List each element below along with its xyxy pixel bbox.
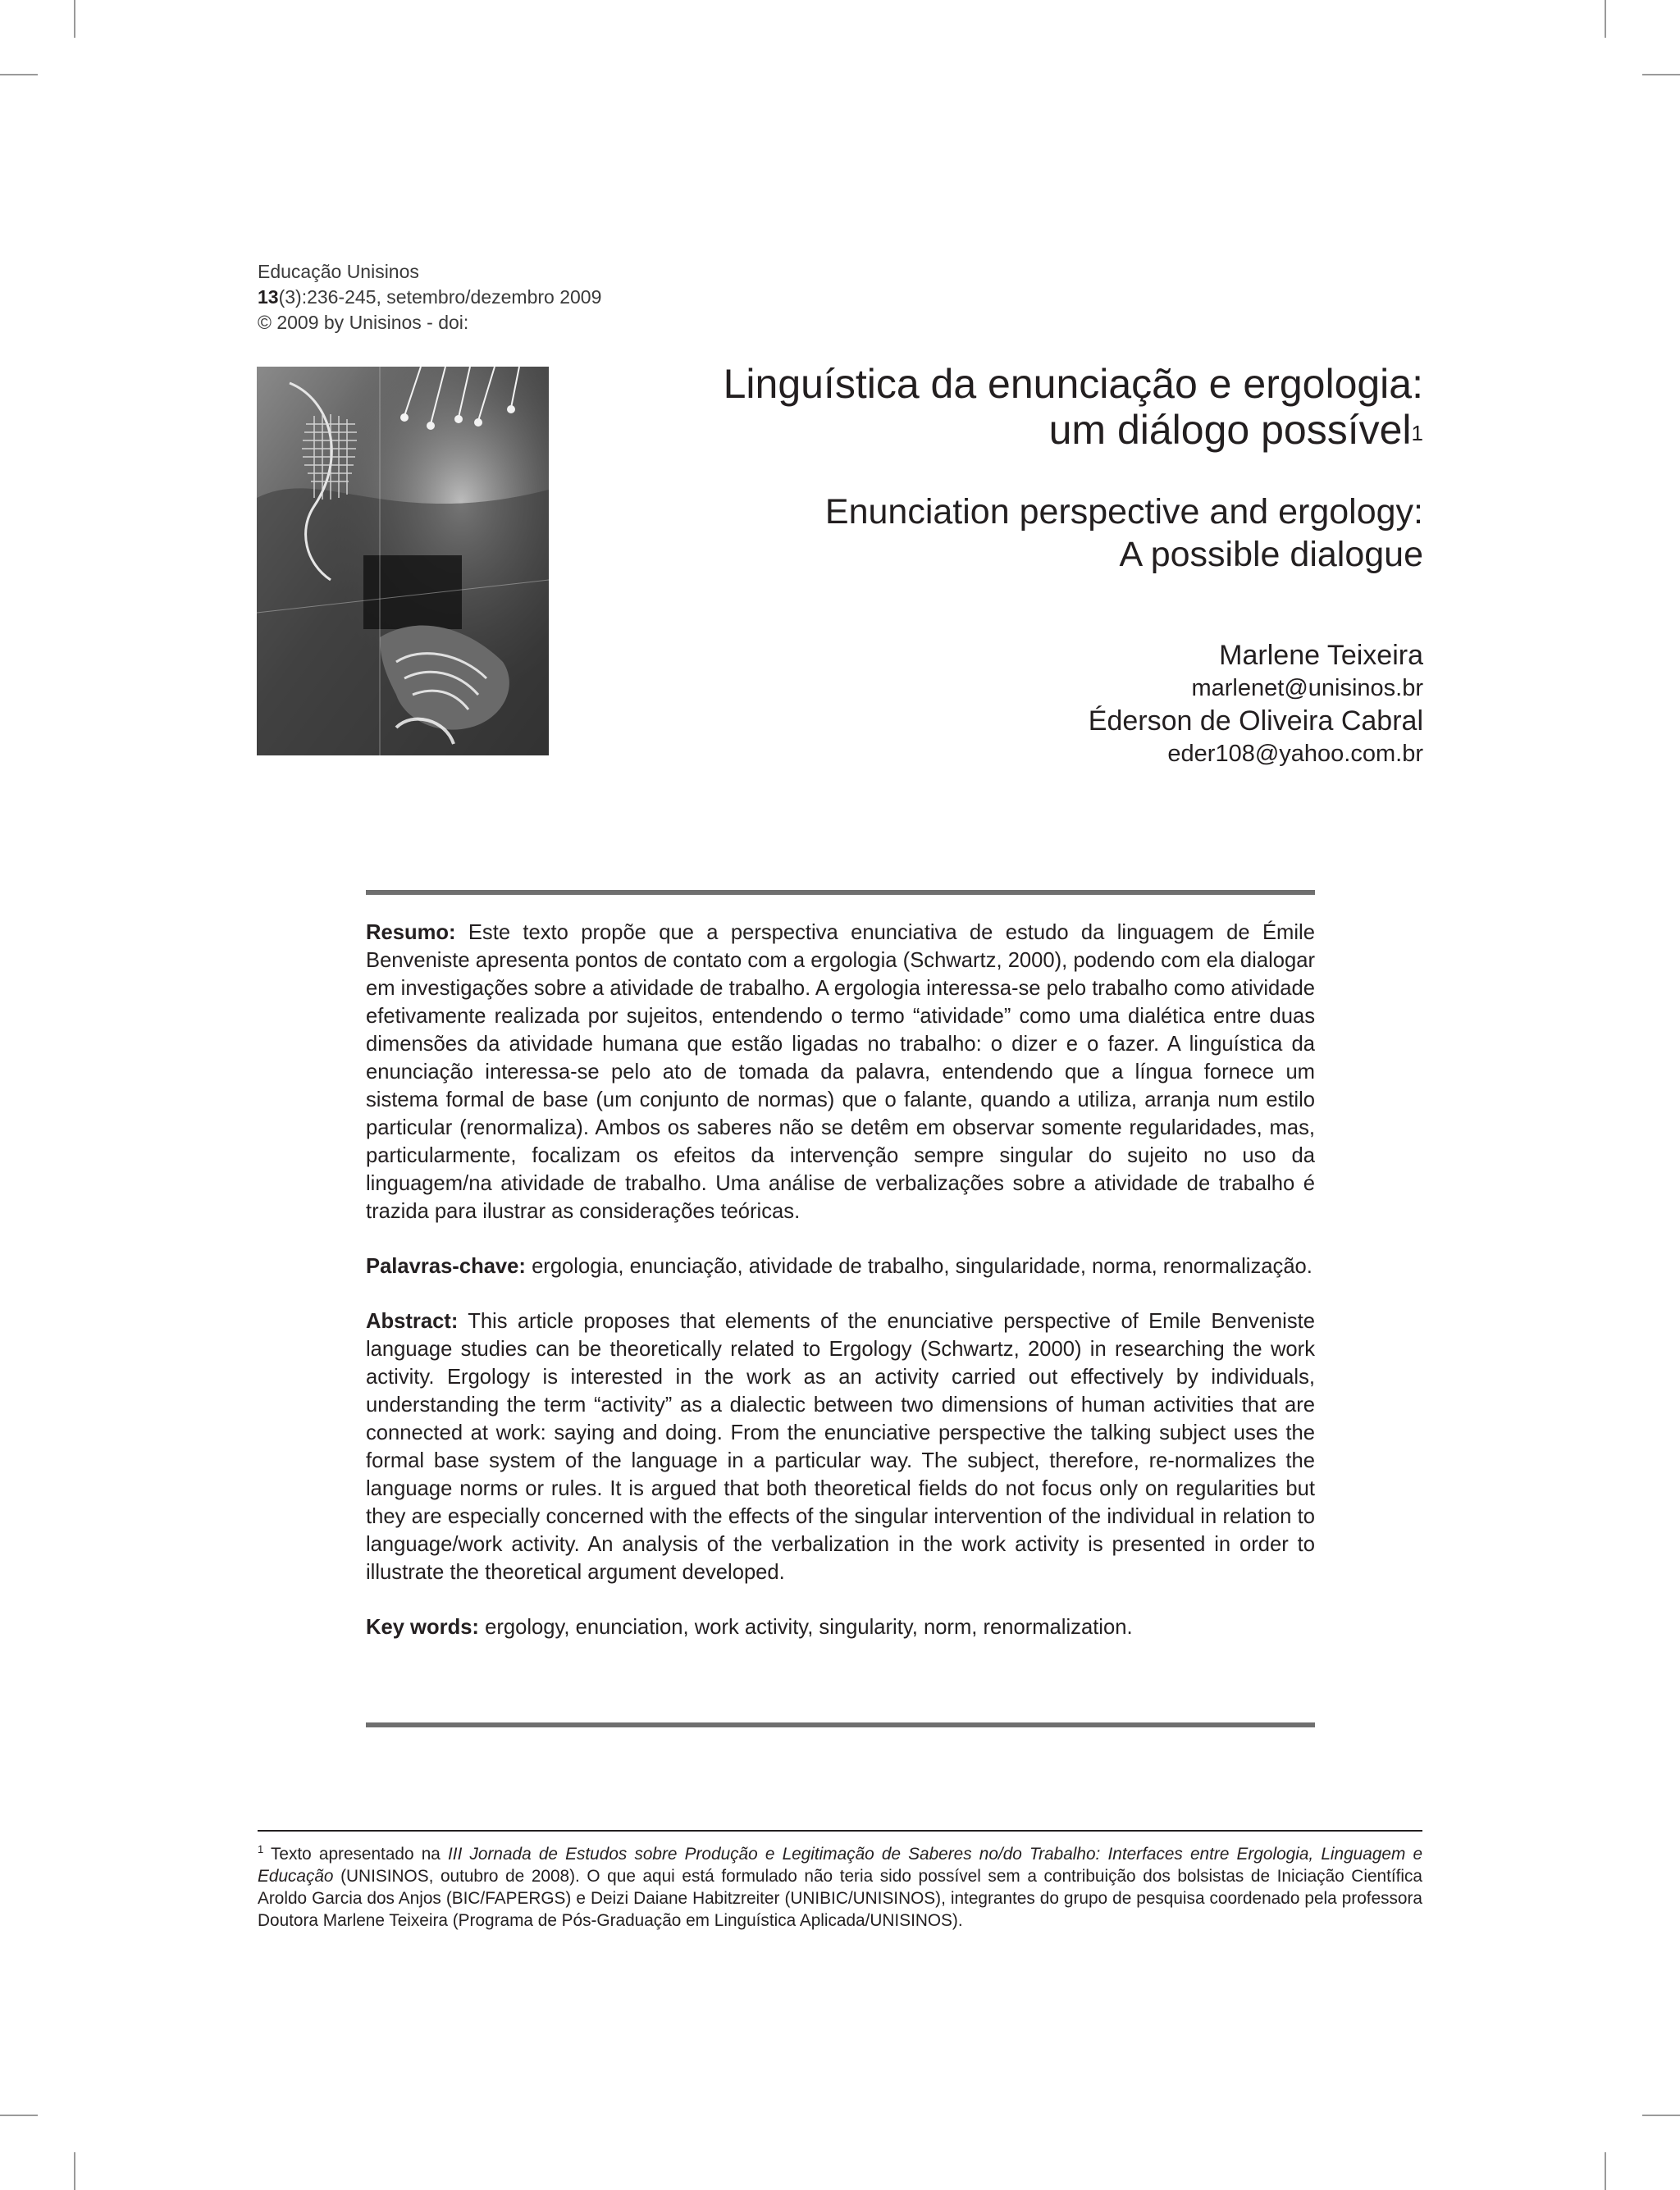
- palavras-chave-label: Palavras-chave:: [366, 1255, 526, 1278]
- title-pt-line2: [521, 407, 1423, 453]
- crop-mark-top-right-h: [1642, 74, 1680, 75]
- crop-mark-top-left-h: [0, 74, 38, 75]
- crop-mark-bottom-right: [1605, 2152, 1606, 2190]
- author-email[interactable]: eder108@yahoo.com.br: [1167, 741, 1423, 767]
- journal-copyright: © 2009 by Unisinos - doi:: [258, 312, 469, 333]
- title-english: [521, 490, 1423, 576]
- crop-mark-bottom-left: [74, 2152, 75, 2190]
- author-name: Éderson de Oliveira Cabral: [1088, 705, 1423, 737]
- crop-mark-bottom-right-h: [1642, 2115, 1680, 2116]
- title-pt-line2-text: um diálogo possível: [1048, 407, 1412, 453]
- abstract-paragraph: [366, 1307, 1315, 1586]
- author-name: Marlene Teixeira: [1219, 640, 1423, 671]
- palavras-chave-text: ergologia, enunciação, atividade de trabalho, singularidade, norma, renormalização.: [532, 1255, 1312, 1278]
- title-en-line1: Enunciation perspective and ergology:: [824, 492, 1423, 532]
- abstract-bottom-rule: [366, 1722, 1315, 1727]
- title-pt-line1: Linguística da enunciação e ergologia:: [723, 361, 1423, 407]
- abstract-block: [366, 919, 1315, 1668]
- key-words-paragraph: [366, 1613, 1315, 1641]
- footnote-rule: [258, 1830, 1422, 1832]
- author-email[interactable]: marlenet@unisinos.br: [1191, 675, 1423, 701]
- footnote-rest: (UNISINOS, outubro de 2008). O que aqui está formulado não teria sido possível sem a contribuição dos bolsistas de Iniciação Científica Aroldo Garcia dos Anjos (BIC/FAPERGS) e Deizi Daiane Habitzreiter (UNIBIC/UNISINOS), integrantes do grupo de pesquisa coordenado pela professora Doutora Marlene Teixeira (Programa de Pós-Graduação em Linguística Aplicada/UNISINOS).: [258, 1866, 1422, 1930]
- cover-illustration: [257, 367, 549, 755]
- crop-mark-bottom-left-h: [0, 2115, 38, 2116]
- resumo-paragraph: [366, 919, 1315, 1225]
- crop-mark-top-right: [1605, 0, 1606, 38]
- abstract-label: Abstract:: [366, 1310, 459, 1333]
- title-portuguese: [521, 361, 1423, 453]
- article-titles: [521, 361, 1423, 576]
- authors: [685, 638, 1423, 769]
- journal-issue: [258, 285, 601, 310]
- key-words-label: Key words:: [366, 1616, 479, 1639]
- resumo-text: Este texto propõe que a perspectiva enunciativa de estudo da linguagem de Émile Benveniste apresenta pontos de contato com a ergologia (Schwartz, 2000), podendo com ela dialogar em investigações sobre a atividade de trabalho. A ergologia interessa-se pelo trabalho como atividade efetivamente realizada por sujeitos, entendendo o termo “atividade” como uma dialética entre duas dimensões da atividade humana que estão ligadas no trabalho: o dizer e o fazer. A linguística da enunciação interessa-se pelo ato de tomada da palavra, entendendo que a língua fornece um sistema formal de base (um conjunto de normas) que o falante, quando a utiliza, arranja num estilo particular (renormaliza). Ambos os saberes não se detêm em observar somente regularidades, mas, particularmente, focalizam os efeitos da intervenção sempre singular do sujeito no uso da linguagem/na atividade de trabalho. Uma análise de verbalizações sobre a atividade de trabalho é trazida para ilustrar as considerações teóricas.: [366, 921, 1315, 1223]
- footnote-mark: 1: [258, 1843, 264, 1855]
- footnote-lead: Texto apresentado na: [271, 1844, 441, 1864]
- palavras-chave-paragraph: [366, 1252, 1315, 1280]
- footnote: [258, 1838, 1422, 1932]
- title-en-line2: A possible dialogue: [1119, 535, 1423, 574]
- journal-name: Educação Unisinos: [258, 261, 419, 282]
- journal-issue-date: (3):236-245, setembro/dezembro 2009: [278, 286, 602, 308]
- crop-mark-top-left: [74, 0, 75, 38]
- journal-header: [258, 259, 601, 335]
- resumo-label: Resumo:: [366, 921, 456, 944]
- key-words-text: ergology, enunciation, work activity, singularity, norm, renormalization.: [485, 1616, 1133, 1639]
- journal-volume: 13: [258, 286, 279, 308]
- abstract-top-rule: [366, 890, 1315, 895]
- abstract-text: This article proposes that elements of the enunciative perspective of Emile Benveniste language studies can be theoretically related to Ergology (Schwartz, 2000) in researching the work activity. Ergology is interested in the work as an activity carried out effectively by individuals, understanding the term “activity” as a dialectic between two dimensions of human activities that are connected at work: saying and doing. From the enunciative perspective the talking subject uses the formal base system of the language in a particular way. The subject, therefore, re-normalizes the language norms or rules. It is argued that both theoretical fields do not focus only on regularities but they are especially concerned with the effects of the singular intervention of the individual in relation to language/work activity. An analysis of the verbalization in the work activity is presented in order to illustrate the theoretical argument developed.: [366, 1310, 1315, 1584]
- footnote-event-title: III Jornada de Estudos sobre Produção e Legitimação de Saberes no/do Trabalho: Interfaces entre Ergologia, Linguagem e Educação: [258, 1844, 1423, 1886]
- title-footnote-mark[interactable]: 1: [1411, 421, 1423, 445]
